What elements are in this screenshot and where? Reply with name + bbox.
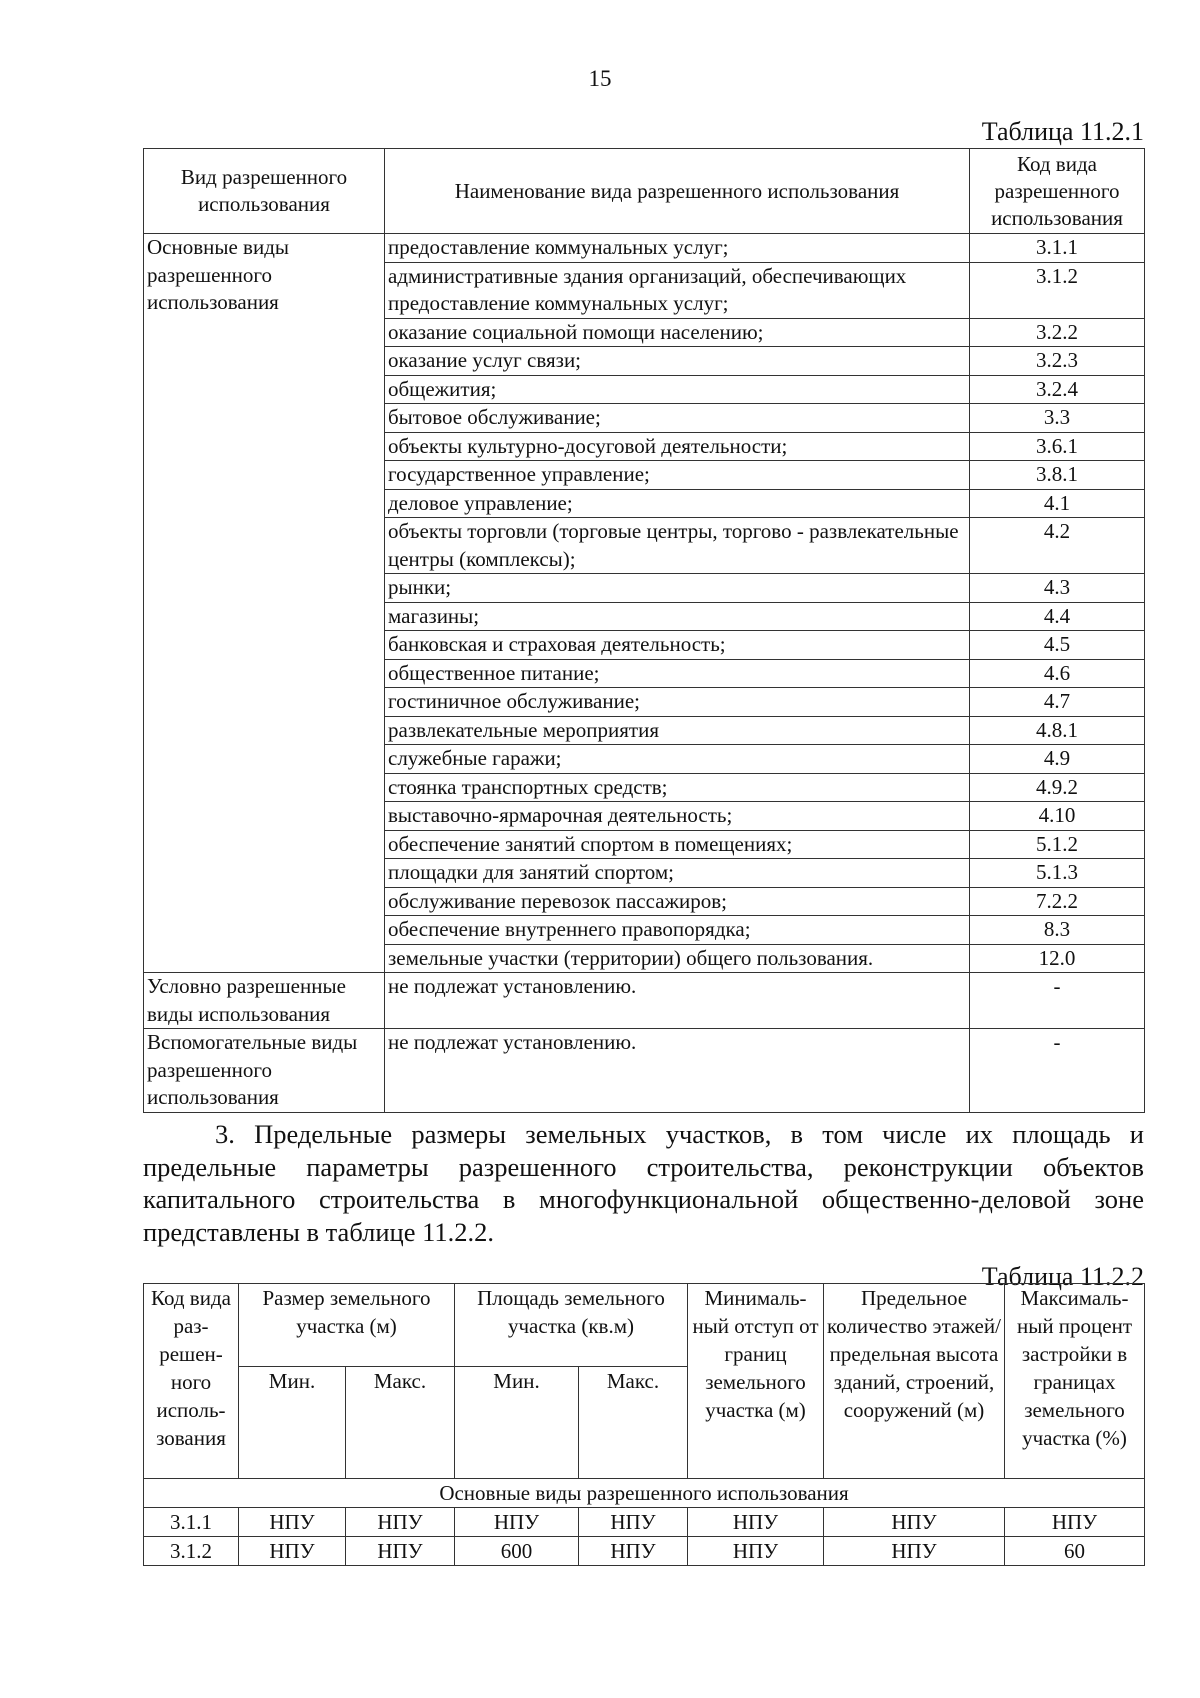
header-area-max: Макс. — [579, 1367, 688, 1479]
auxiliary-uses-row — [144, 1029, 1145, 1113]
use-code-cell: 3.8.1 — [970, 461, 1145, 490]
use-code-cell: 3.2.3 — [970, 347, 1145, 376]
page-number: 15 — [588, 66, 612, 91]
use-code-cell: 3.1.2 — [970, 262, 1145, 318]
header-plot-area: Площадь земельного участка (кв.м) — [455, 1284, 688, 1367]
auxiliary-code-cell: - — [970, 1029, 1145, 1113]
use-name-cell: рынки; — [385, 574, 970, 603]
use-name-cell: обеспечение занятий спортом в помещениях; — [385, 830, 970, 859]
use-name-cell: объекты культурно-досуговой деятельности; — [385, 432, 970, 461]
use-name-cell: общежития; — [385, 375, 970, 404]
table-row — [144, 234, 1145, 263]
use-code-cell: 4.2 — [970, 518, 1145, 574]
use-code-cell: 4.6 — [970, 659, 1145, 688]
use-code-cell: 3.2.4 — [970, 375, 1145, 404]
use-name-cell: общественное питание; — [385, 659, 970, 688]
table-cell: НПУ — [239, 1537, 346, 1566]
use-name-cell: предоставление коммунальных услуг; — [385, 234, 970, 263]
table-cell: НПУ — [239, 1508, 346, 1537]
table-cell: НПУ — [579, 1508, 688, 1537]
use-code-cell: 4.5 — [970, 631, 1145, 660]
header-max-floors: Предельное количество этажей/ предельная высота зданий, строений, сооружений (м) — [824, 1284, 1005, 1479]
use-name-cell: обеспечение внутреннего правопорядка; — [385, 916, 970, 945]
use-name-cell: выставочно-ярмарочная деятельность; — [385, 802, 970, 831]
table-cell: НПУ — [346, 1508, 455, 1537]
use-name-cell: служебные гаражи; — [385, 745, 970, 774]
header-use-name: Наименование вида разрешенного использования — [385, 149, 970, 234]
table-cell: НПУ — [579, 1537, 688, 1566]
use-name-cell: объекты торговли (торговые центры, торгово - развлекательные центры (комплексы); — [385, 518, 970, 574]
use-code-cell: 7.2.2 — [970, 887, 1145, 916]
use-code-cell: 5.1.2 — [970, 830, 1145, 859]
use-name-cell: площадки для занятий спортом; — [385, 859, 970, 888]
use-name-cell: стоянка транспортных средств; — [385, 773, 970, 802]
table-cell: НПУ — [455, 1508, 579, 1537]
use-name-cell: деловое управление; — [385, 489, 970, 518]
table-cell: НПУ — [688, 1508, 824, 1537]
group-main-uses: Основные виды разрешенного использования — [144, 234, 385, 973]
paragraph-3: 3. Предельные размеры земельных участков, в том числе их площадь и предельные параметры разрешенного строительства, реконструкции объектов капитального строительства в многофункциональной общественно-деловой зоне представлены в таблице 11.2.2. — [143, 1119, 1144, 1247]
conditional-uses-row — [144, 973, 1145, 1029]
table-cell: НПУ — [1005, 1508, 1145, 1537]
table-cell: НПУ — [346, 1537, 455, 1566]
use-code-cell: 4.9 — [970, 745, 1145, 774]
use-code-cell: 3.2.2 — [970, 318, 1145, 347]
use-name-cell: оказание услуг связи; — [385, 347, 970, 376]
use-code-cell: 4.10 — [970, 802, 1145, 831]
use-code-cell: 5.1.3 — [970, 859, 1145, 888]
table-row — [144, 1508, 1145, 1537]
use-code-cell: 4.8.1 — [970, 716, 1145, 745]
use-name-cell: бытовое обслуживание; — [385, 404, 970, 433]
use-code-cell: 4.3 — [970, 574, 1145, 603]
conditional-name-cell: не подлежат установлению. — [385, 973, 970, 1029]
header-use-type: Вид разрешенного использования — [144, 149, 385, 234]
table-cell: НПУ — [824, 1508, 1005, 1537]
use-name-cell: обслуживание перевозок пассажиров; — [385, 887, 970, 916]
conditional-type-cell: Условно разрешенные виды использования — [144, 973, 385, 1029]
use-name-cell: магазины; — [385, 602, 970, 631]
header-plot-size: Размер земельного участка (м) — [239, 1284, 455, 1367]
use-code-cell: 3.1.1 — [970, 234, 1145, 263]
table-cell: 3.1.1 — [144, 1508, 239, 1537]
use-code-cell: 3.3 — [970, 404, 1145, 433]
land-use-table — [143, 148, 1145, 1113]
use-name-cell: развлекательные мероприятия — [385, 716, 970, 745]
use-name-cell: административные здания организаций, обеспечивающих предоставление коммунальных услуг; — [385, 262, 970, 318]
use-code-cell: 3.6.1 — [970, 432, 1145, 461]
use-name-cell: гостиничное обслуживание; — [385, 688, 970, 717]
use-code-cell: 8.3 — [970, 916, 1145, 945]
table-cell: 3.1.2 — [144, 1537, 239, 1566]
table-cell: 600 — [455, 1537, 579, 1566]
conditional-code-cell: - — [970, 973, 1145, 1029]
section-row: Основные виды разрешенного использования — [144, 1479, 1145, 1508]
parameters-table — [143, 1283, 1145, 1566]
table-cell: НПУ — [824, 1537, 1005, 1566]
use-code-cell: 12.0 — [970, 944, 1145, 973]
use-code-cell: 4.7 — [970, 688, 1145, 717]
header-size-max: Макс. — [346, 1367, 455, 1479]
header-size-min: Мин. — [239, 1367, 346, 1479]
use-name-cell: земельные участки (территории) общего пользования. — [385, 944, 970, 973]
table-caption: Таблица 11.2.2 — [981, 1262, 1144, 1291]
header-code: Код вида раз-решен-ного исполь-зования — [144, 1284, 239, 1479]
table-cell: НПУ — [688, 1537, 824, 1566]
table-cell: 60 — [1005, 1537, 1145, 1566]
use-code-cell: 4.1 — [970, 489, 1145, 518]
header-use-code: Код вида разрешенного использования — [970, 149, 1145, 234]
header-area-min: Мин. — [455, 1367, 579, 1479]
header-max-percent: Максималь-ный процент застройки в границах земельного участка (%) — [1005, 1284, 1145, 1479]
auxiliary-type-cell: Вспомогательные виды разрешенного использования — [144, 1029, 385, 1113]
header-min-setback: Минималь-ный отступ от границ земельного участка (м) — [688, 1284, 824, 1479]
table-row — [144, 1537, 1145, 1566]
use-code-cell: 4.4 — [970, 602, 1145, 631]
use-name-cell: оказание социальной помощи населению; — [385, 318, 970, 347]
use-code-cell: 4.9.2 — [970, 773, 1145, 802]
table-caption: Таблица 11.2.1 — [981, 117, 1144, 146]
use-name-cell: банковская и страховая деятельность; — [385, 631, 970, 660]
use-name-cell: государственное управление; — [385, 461, 970, 490]
auxiliary-name-cell: не подлежат установлению. — [385, 1029, 970, 1113]
